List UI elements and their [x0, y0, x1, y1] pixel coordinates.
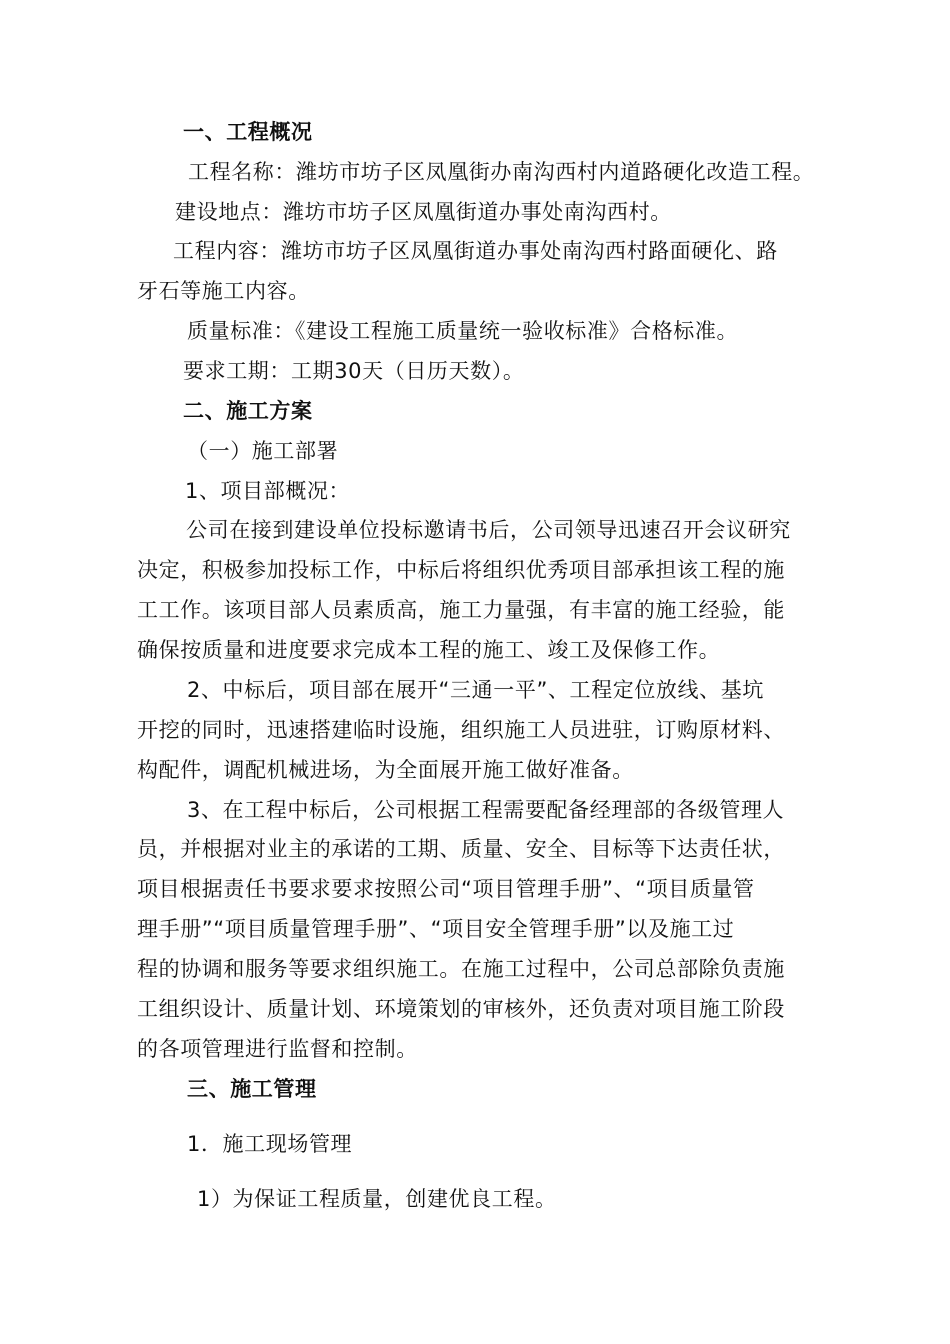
paragraph-line: 确保按质量和进度要求完成本工程的施工、竣工及保修工作。: [137, 638, 721, 662]
paragraph-line: 开挖的同时，迅速搭建临时设施，组织施工人员进驻，订购原材料、: [137, 718, 785, 742]
paragraph-line: 公司在接到建设单位投标邀请书后，公司领导迅速召开会议研究: [186, 518, 791, 542]
quality-standard-line: 质量标准：《建设工程施工质量统一验收标准》合格标准。: [187, 319, 739, 343]
sub-item-line: 1）为保证工程质量，创建优良工程。: [197, 1187, 557, 1211]
paragraph-line: 员，并根据对业主的承诺的工期、质量、安全、目标等下达责任状，: [137, 837, 785, 861]
duration-line: 要求工期：工期30天（日历天数）。: [183, 359, 525, 383]
subsection-heading: （一）施工部署: [187, 439, 339, 463]
paragraph-line: 工工作。该项目部人员素质高，施工力量强，有丰富的施工经验，能: [137, 598, 785, 622]
item-heading: 1．施工现场管理: [187, 1132, 353, 1156]
paragraph-line: 理手册”“项目质量管理手册”、“项目安全管理手册”以及施工过: [137, 917, 735, 941]
paragraph-line: 2、中标后，项目部在展开“三通一平”、工程定位放线、基坑: [187, 678, 764, 702]
project-location-line: 建设地点：潍坊市坊子区凤凰街道办事处南沟西村。: [175, 200, 672, 224]
section-heading-overview: 一、工程概况: [183, 120, 313, 144]
project-content-line: 牙石等施工内容。: [137, 279, 310, 303]
paragraph-line: 项目根据责任书要求要求按照公司“项目管理手册”、“项目质量管: [137, 877, 755, 901]
project-name-line: 工程名称：潍坊市坊子区凤凰街办南沟西村内道路硬化改造工程。: [188, 160, 815, 184]
section-heading-plan: 二、施工方案: [183, 399, 313, 423]
paragraph-line: 3、在工程中标后，公司根据工程需要配备经理部的各级管理人: [187, 798, 785, 822]
project-content-line: 工程内容：潍坊市坊子区凤凰街道办事处南沟西村路面硬化、路: [173, 239, 778, 263]
paragraph-line: 的各项管理进行监督和控制。: [137, 1037, 418, 1061]
section-heading-management: 三、施工管理: [187, 1077, 317, 1101]
paragraph-line: 工组织设计、质量计划、环境策划的审核外，还负责对项目施工阶段: [137, 997, 785, 1021]
paragraph-line: 构配件，调配机械进场，为全面展开施工做好准备。: [137, 758, 634, 782]
paragraph-line: 决定，积极参加投标工作，中标后将组织优秀项目部承担该工程的施: [137, 558, 785, 582]
item-heading: 1、项目部概况：: [185, 479, 351, 503]
paragraph-line: 程的协调和服务等要求组织施工。在施工过程中，公司总部除负责施: [137, 957, 785, 981]
